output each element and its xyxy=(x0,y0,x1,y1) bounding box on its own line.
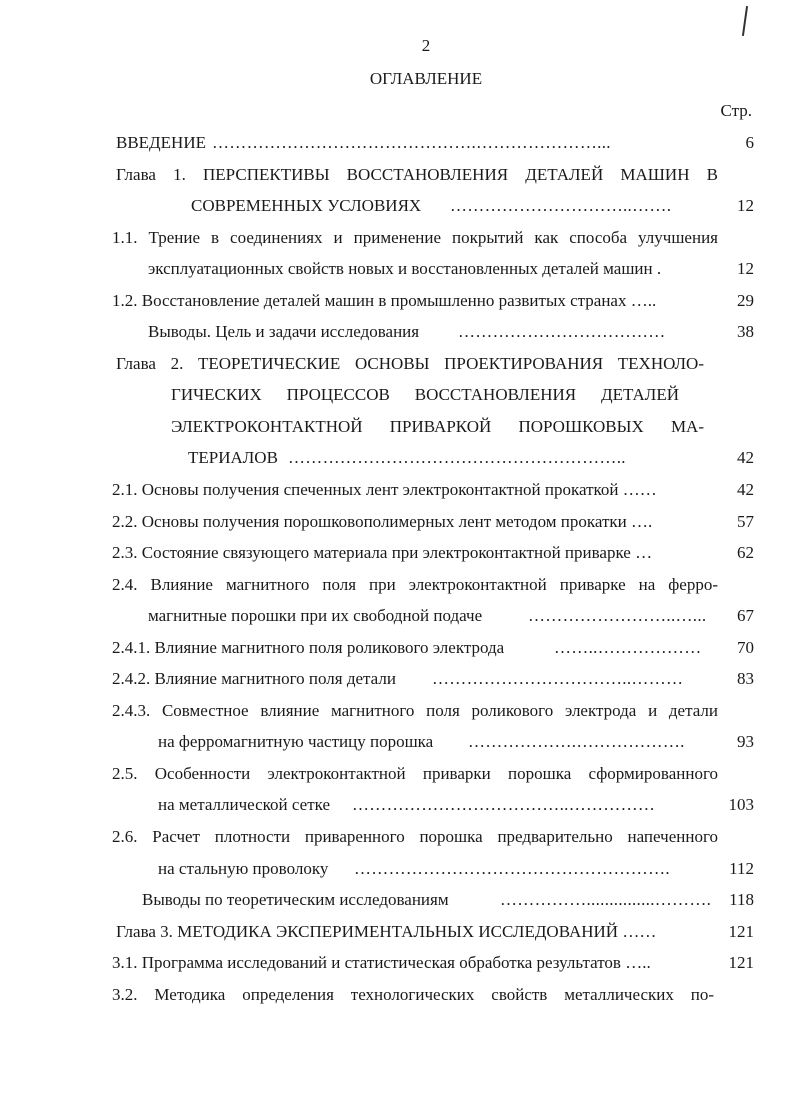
toc-entry-chapter-2-cont-2[interactable]: ЭЛЕКТРОКОНТАКТНОЙ ПРИВАРКОЙ ПОРОШКОВЫХ МА- xyxy=(171,416,704,436)
toc-entry-2-4[interactable]: 2.4. Влияние магнитного поля при электроконтактной приварке на ферро- xyxy=(112,574,718,594)
toc-entry-2-5[interactable]: 2.5. Особенности электроконтактной приварки порошка сформированного xyxy=(112,763,718,783)
toc-entry-chapter-2-cont-1[interactable]: ГИЧЕСКИХ ПРОЦЕССОВ ВОССТАНОВЛЕНИЯ ДЕТАЛЕЙ xyxy=(171,385,679,405)
toc-entry-2-6-cont[interactable]: на стальную проволоку ………………………………………………. 112 xyxy=(158,858,754,878)
table-of-contents xyxy=(112,132,754,1015)
toc-entry-chapter-2-cont-3[interactable]: ТЕРИАЛОВ ………………………………………………….. 42 xyxy=(188,448,754,468)
toc-entry-1-2[interactable]: 1.2. Восстановление деталей машин в промышленно развитых странах ….. 29 xyxy=(112,290,754,310)
toc-entry-chapter-2[interactable]: Глава 2. ТЕОРЕТИЧЕСКИЕ ОСНОВЫ ПРОЕКТИРОВАНИЯ ТЕХНОЛО- xyxy=(116,353,704,373)
toc-entry-2-3[interactable]: 2.3. Состояние связующего материала при электроконтактной приварке … 62 xyxy=(112,543,754,563)
page-number: 2 xyxy=(421,36,431,55)
toc-entry-2-4-1[interactable]: 2.4.1. Влияние магнитного поля роликового электрода ……..……………… 70 xyxy=(112,637,754,657)
toc-entry-1-1-cont[interactable]: эксплуатационных свойств новых и восстановленных деталей машин . 12 xyxy=(148,259,754,279)
toc-entry-2-4-3-cont[interactable]: на ферромагнитную частицу порошка ……………….………………. 93 xyxy=(158,732,754,752)
pen-mark xyxy=(742,6,748,36)
toc-entry-3-1[interactable]: 3.1. Программа исследований и статистическая обработка результатов ….. 121 xyxy=(112,953,754,973)
toc-entry-2-4-3[interactable]: 2.4.3. Совместное влияние магнитного поля роликового электрода и детали xyxy=(112,700,718,720)
toc-entry-3-2[interactable]: 3.2. Методика определения технологических свойств металлических по- xyxy=(112,984,714,1004)
toc-entry-2-4-2[interactable]: 2.4.2. Влияние магнитного поля детали ……………………………..……… 83 xyxy=(112,669,754,689)
toc-entry-chapter-1[interactable]: Глава 1. ПЕРСПЕКТИВЫ ВОССТАНОВЛЕНИЯ ДЕТАЛЕЙ МАШИН В xyxy=(116,164,718,184)
toc-entry-introduction[interactable]: ВВЕДЕНИЕ ……………………………………….…………………... 6 xyxy=(116,133,754,152)
page-title: ОГЛАВЛЕНИЕ xyxy=(369,69,483,88)
toc-entry-2-5-cont[interactable]: на металлической сетке ………………………………..…………… 103 xyxy=(158,795,754,815)
toc-entry-conclusions-2[interactable]: Выводы по теоретическим исследованиям ……………...............………. 118 xyxy=(142,890,754,910)
toc-entry-conclusions-1[interactable]: Выводы. Цель и задачи исследования ……………………………… 38 xyxy=(148,322,754,342)
toc-entry-1-1[interactable]: 1.1. Трение в соединениях и применение покрытий как способа улучшения xyxy=(112,227,718,247)
toc-entry-chapter-3[interactable]: Глава 3. МЕТОДИКА ЭКСПЕРИМЕНТАЛЬНЫХ ИССЛЕДОВАНИЙ …… 121 xyxy=(116,921,754,941)
toc-entry-2-1[interactable]: 2.1. Основы получения спеченных лент электроконтактной прокаткой …… 42 xyxy=(112,480,754,500)
toc-entry-chapter-1-cont[interactable]: СОВРЕМЕННЫХ УСЛОВИЯХ …………………………..……. 12 xyxy=(191,196,754,216)
page-column-label: Стр. xyxy=(720,101,752,120)
toc-entry-2-2[interactable]: 2.2. Основы получения порошковополимерных лент методом прокатки …. 57 xyxy=(112,511,754,531)
toc-entry-2-4-cont[interactable]: магнитные порошки при их свободной подаче ……………………..…... 67 xyxy=(148,606,754,626)
toc-entry-2-6[interactable]: 2.6. Расчет плотности приваренного порошка предварительно напеченного xyxy=(112,827,718,847)
